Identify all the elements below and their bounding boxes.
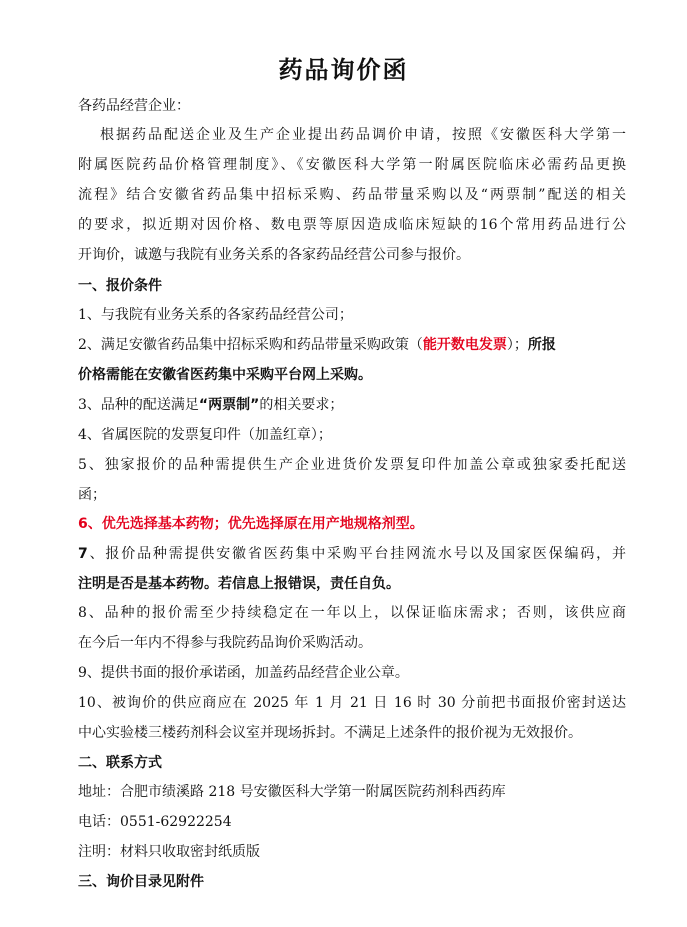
condition-item-4: 4、省属医院的发票复印件（加盖红章）； xyxy=(78,427,332,443)
condition-item-3-text: 3、品种的配送满足 xyxy=(78,397,199,413)
condition-item-10-line-2: 中心实验楼三楼药剂科会议室并现场拆封。不满足上述条件的报价视为无效报价。 xyxy=(78,725,582,741)
condition-item-7-line-2: 注明是否是基本药物。若信息上报错误，责任自负。 xyxy=(78,576,400,592)
condition-item-5-line-1: 5、独家报价的品种需提供生产企业进货价发票复印件加盖公章或独家委托配送 xyxy=(78,457,626,473)
section-heading-contact: 二、联系方式 xyxy=(78,755,162,771)
condition-item-8-line-1: 8、品种的报价需至少持续稳定在一年以上，以保证临床需求；否则，该供应商 xyxy=(78,605,626,621)
intro-line-2: 附属医院药品价格管理制度》、《安徽医科大学第一附属医院临床必需药品更换 xyxy=(78,157,626,173)
condition-item-2 xyxy=(78,335,626,355)
contact-address: 地址：合肥市绩溪路 218 号安徽医科大学第一附属医院药剂科西药库 xyxy=(78,784,506,800)
priority-highlight: 优先选择基本药物；优先选择原在用产地规格剂型。 xyxy=(101,516,424,532)
condition-item-5-line-2: 函； xyxy=(78,487,106,503)
condition-item-9: 9、提供书面的报价承诺函，加盖药品经营企业公章。 xyxy=(78,665,409,681)
intro-line-4: 的要求，拟近期对因价格、数电票等原因造成临床短缺的16个常用药品进行公 xyxy=(78,217,626,233)
condition-item-7-text: 、报价品种需提供安徽省医药集中采购平台挂网流水号以及国家医保编码，并 xyxy=(87,546,626,562)
condition-item-6-number: 6、 xyxy=(78,516,102,532)
contact-phone: 电话：0551-62922254 xyxy=(78,814,232,830)
intro-line-1: 根据药品配送企业及生产企业提出药品调价申请，按照《安徽医科大学第一 xyxy=(100,127,626,143)
condition-item-10-line-1: 10、被询价的供应商应在 2025 年 1 月 21 日 16 时 30 分前把书面报价密封送达 xyxy=(78,695,626,711)
condition-item-3 xyxy=(78,395,626,415)
condition-item-7-line-1 xyxy=(78,544,626,564)
intro-line-5: 开询价，诚邀与我院有业务关系的各家药品经营公司参与报价。 xyxy=(78,247,470,263)
condition-item-2-bold: 所报 xyxy=(527,337,556,353)
page-title: 药品询价函 xyxy=(278,56,409,84)
section-heading-conditions: 一、报价条件 xyxy=(78,278,162,294)
condition-item-3-tail: 的相关要求； xyxy=(259,397,344,413)
condition-item-2-text: 2、满足安徽省药品集中招标采购和药品带量采购政策（ xyxy=(78,337,423,353)
intro-line-3: 流程》结合安徽省药品集中招标采购、药品带量采购以及“两票制”配送的相关 xyxy=(78,187,626,203)
e-invoice-highlight: 能开数电发票 xyxy=(422,337,507,353)
section-heading-catalog: 三、询价目录见附件 xyxy=(78,874,204,890)
contact-note: 注明：材料只收取密封纸质版 xyxy=(78,844,260,860)
condition-item-2-close: ）； xyxy=(506,337,528,353)
condition-item-7-number: 7 xyxy=(78,546,88,562)
condition-item-1: 1、与我院有业务关系的各家药品经营公司； xyxy=(78,307,353,323)
condition-item-6 xyxy=(78,514,626,534)
condition-item-8-line-2: 在今后一年内不得参与我院药品询价采购活动。 xyxy=(78,635,372,651)
condition-item-2-continued: 价格需能在安徽省医药集中采购平台网上采购。 xyxy=(78,367,372,383)
two-invoice-bold: “两票制” xyxy=(198,397,260,413)
salutation: 各药品经营企业： xyxy=(78,98,190,114)
